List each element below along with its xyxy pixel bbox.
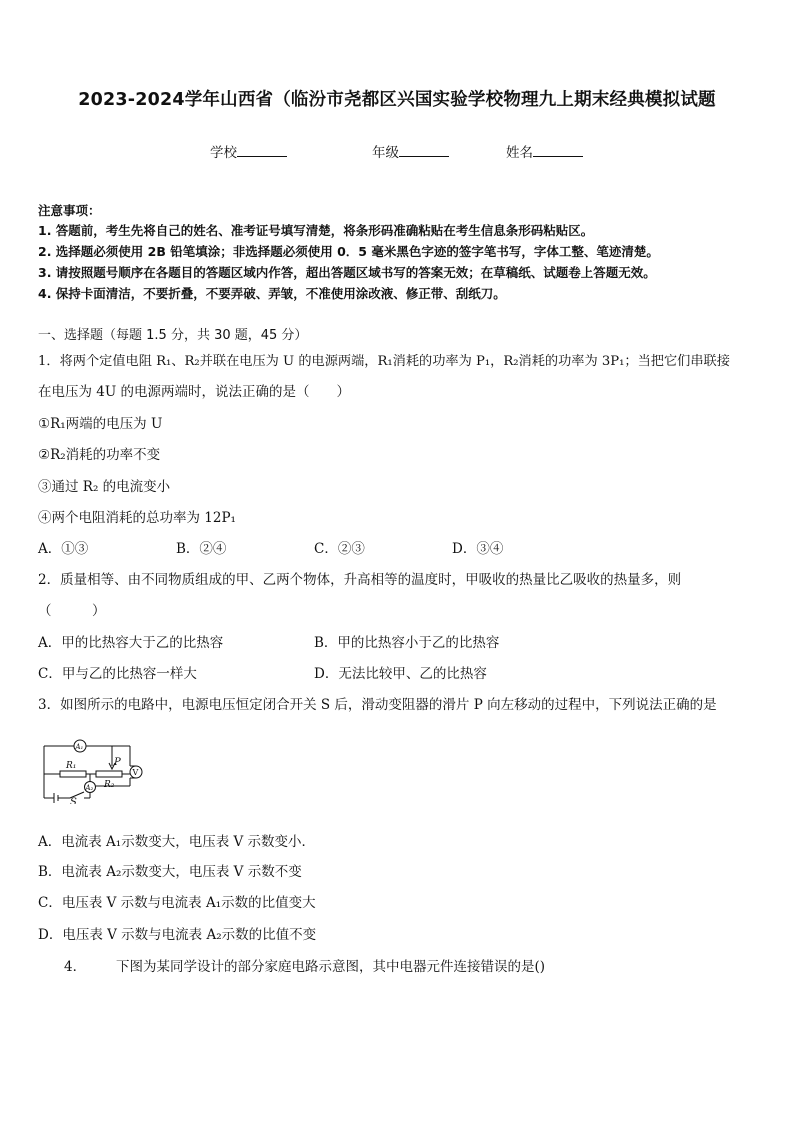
school-blank[interactable]: [237, 144, 287, 157]
section-heading: 一、选择题（每题 1.5 分，共 30 题，45 分）: [38, 328, 308, 343]
notice-item: 1. 答题前，考生先将自己的姓名、准考证号填写清楚，将条形码准确粘贴在考生信息条形码粘贴区。: [38, 223, 594, 238]
notice-item: 4. 保持卡面清洁，不要折叠，不要弄破、弄皱，不准使用涂改液、修正带、刮纸刀。: [38, 286, 506, 301]
q2-option-b[interactable]: B．甲的比热容小于乙的比热容: [314, 635, 500, 651]
grade-blank[interactable]: [399, 144, 449, 157]
name-label: 姓名: [506, 145, 533, 161]
q1-statement-2: ②R₂消耗的功率不变: [38, 447, 161, 463]
grade-field: [372, 141, 449, 161]
q1-option-d[interactable]: D．③④: [452, 541, 504, 557]
q3-option-c[interactable]: C．电压表 V 示数与电流表 A₁示数的比值变大: [38, 895, 316, 911]
q2-option-d[interactable]: D．无法比较甲、乙的比热容: [314, 666, 487, 682]
switch-s-label: S: [70, 797, 77, 804]
notice-heading: 注意事项：: [38, 203, 101, 218]
name-blank[interactable]: [533, 144, 583, 157]
resistor-r1-label: R₁: [66, 761, 77, 771]
q1-stem-line1: 1．将两个定值电阻 R₁、R₂并联在电压为 U 的电源两端，R₁消耗的功率为 P₁，R₂消耗的功率为 3P₁；当把它们串联接: [38, 354, 730, 369]
notice-item: 3. 请按照题号顺序在各题目的答题区域内作答，超出答题区域书写的答案无效；在草稿纸、试题卷上答题无效。: [38, 265, 656, 280]
q2-stem-line1: 2．质量相等、由不同物质组成的甲、乙两个物体，升高相等的温度时，甲吸收的热量比乙吸收的热量多，则: [38, 572, 682, 588]
exam-title: 2023-2024学年山西省（临汾市尧都区兴国实验学校物理九上期末经典模拟试题: [78, 90, 716, 110]
slider-p-label: P: [114, 757, 121, 768]
q3-option-d[interactable]: D．电压表 V 示数与电流表 A₂示数的比值不变: [38, 927, 317, 943]
grade-label: 年级: [372, 145, 399, 161]
q3-stem: 3．如图所示的电路中，电源电压恒定闭合开关 S 后，滑动变阻器的滑片 P 向左移动的过程中，下列说法正确的是: [38, 697, 717, 713]
q1-stem-line2: 在电压为 4U 的电源两端时，说法正确的是（ ）: [38, 384, 351, 400]
q1-statement-3: ③通过 R₂ 的电流变小: [38, 479, 171, 495]
q1-option-a[interactable]: A．①③: [38, 541, 89, 557]
q1-option-b[interactable]: B．②④: [176, 541, 227, 557]
school-label: 学校: [210, 145, 237, 161]
q2-stem-line2: （ ）: [38, 603, 106, 619]
q4-stem: 下图为某同学设计的部分家庭电路示意图，其中电器元件连接错误的是(): [116, 959, 546, 975]
ammeter-a2-label: A₂: [85, 784, 94, 792]
name-field: [506, 141, 583, 161]
q1-statement-4: ④两个电阻消耗的总功率为 12P₁: [38, 510, 236, 526]
q3-option-a[interactable]: A．电流表 A₁示数变大，电压表 V 示数变小．: [38, 834, 316, 850]
q2-option-a[interactable]: A．甲的比热容大于乙的比热容: [38, 635, 224, 651]
voltmeter-label: V: [132, 768, 139, 777]
q1-option-c[interactable]: C．②③: [314, 541, 365, 557]
q1-statement-1: ①R₁两端的电压为 U: [38, 416, 163, 432]
resistor-r2-label: R₂: [104, 780, 115, 790]
circuit-diagram: [40, 736, 144, 804]
ammeter-a1-label: A₁: [75, 743, 84, 751]
school-field: [210, 141, 287, 161]
notice-item: 2. 选择题必须使用 2B 铅笔填涂；非选择题必须使用 0．5 毫米黑色字迹的签字笔书写，字体工整、笔迹清楚。: [38, 244, 659, 259]
q3-option-b[interactable]: B．电流表 A₂示数变大，电压表 V 示数不变: [38, 864, 302, 880]
q2-option-c[interactable]: C．甲与乙的比热容一样大: [38, 666, 197, 682]
q4-number: 4．: [64, 959, 87, 975]
